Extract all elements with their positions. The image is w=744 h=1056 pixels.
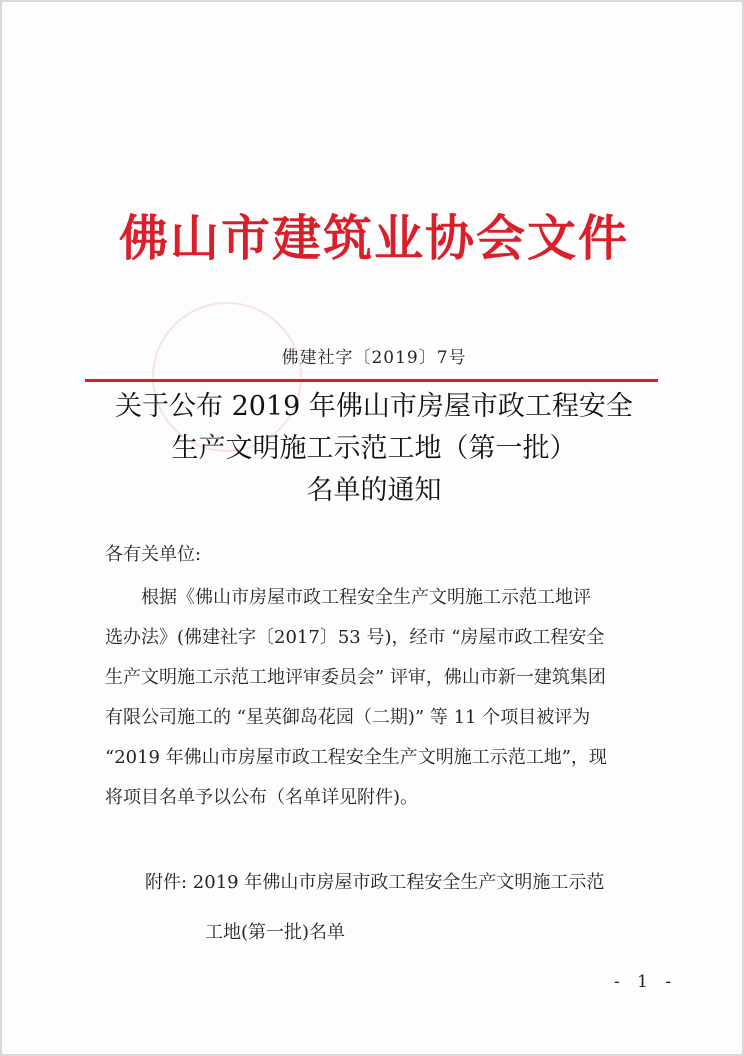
body-paragraph: [105, 578, 665, 818]
salutation: 各有关单位:: [105, 544, 202, 565]
body-line-4: 有限公司施工的 “星英御岛花园（二期)” 等 11 个项目被评为: [105, 707, 591, 728]
attachment-note: [145, 858, 604, 958]
body-line-2: 选办法》(佛建社字〔2017〕53 号)，经市 “房屋市政工程安全: [105, 627, 605, 648]
organization-header-title: 佛山市建筑业协会文件: [118, 210, 629, 267]
page-number: - 1 -: [614, 972, 678, 992]
notice-title-line-2: 生产文明施工示范工地（第一批）: [171, 433, 577, 464]
attachment-line-2: 工地(第一批)名单: [205, 922, 346, 943]
document-number: 佛建社字〔2019〕7号: [281, 348, 467, 368]
red-divider-line: [85, 379, 658, 382]
notice-title: [2, 386, 744, 512]
body-line-6: 将项目名单予以公布（名单详见附件)。: [105, 787, 419, 808]
notice-title-line-1: 关于公布 2019 年佛山市房屋市政工程安全: [115, 391, 633, 422]
body-line-5: “2019 年佛山市房屋市政工程安全生产文明施工示范工地”，现: [105, 747, 607, 768]
body-line-3: 生产文明施工示范工地评审委员会” 评审，佛山市新一建筑集团: [105, 667, 606, 688]
body-line-1: 根据《佛山市房屋市政工程安全生产文明施工示范工地评: [105, 587, 591, 608]
notice-title-line-3: 名单的通知: [306, 475, 442, 506]
attachment-line-1: 附件: 2019 年佛山市房屋市政工程安全生产文明施工示范: [145, 872, 605, 893]
